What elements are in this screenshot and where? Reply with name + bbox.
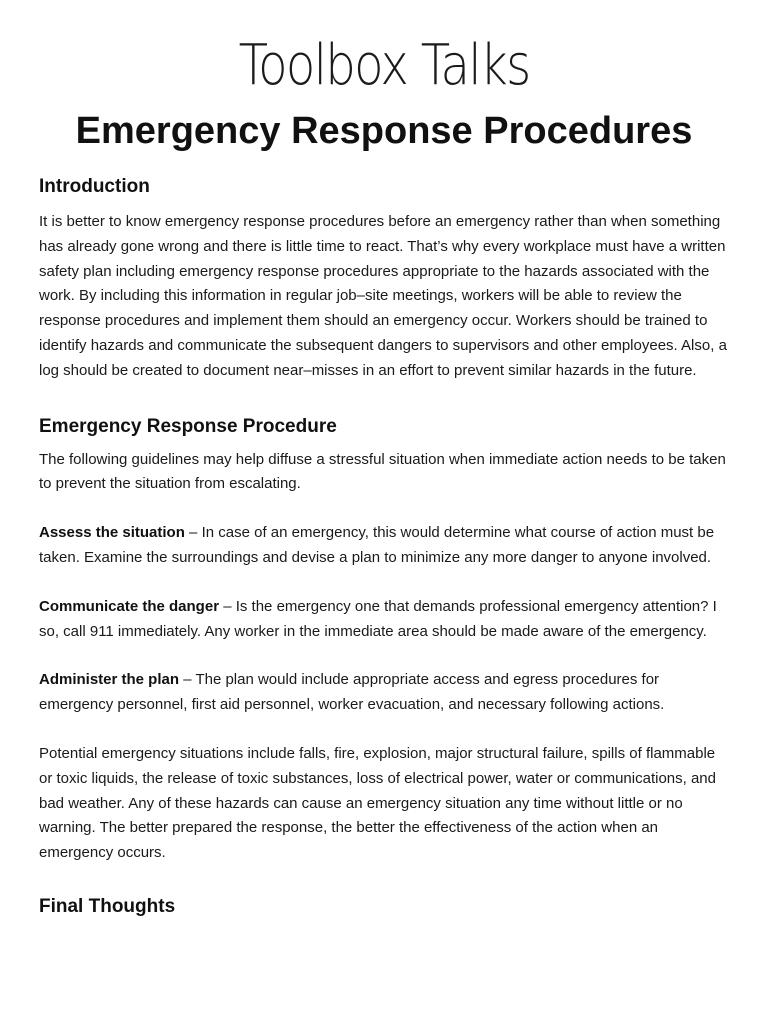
step-communicate-text: – Is the emergency one that demands professional emergency attention? I so, call 911 immediately. Any worker in the immediate area should be made aware of the emergency. (39, 597, 717, 640)
introduction-paragraph: It is better to know emergency response procedures before an emergency rather than when something has already gone wrong and there is little time to react. That’s why every workplace must have a written safety plan including emergency response procedures appropriate to the hazards associated with the work. By including this information in regular job–site meetings, workers will be able to review the response procedures and implement them should an emergency occur. Workers should be trained to identify hazards and communicate the subsequent dangers to supervisors and other employees. Also, a log should be created to document near–misses in an effort to prevent similar hazards in the future. (39, 213, 727, 379)
step-communicate-lead: Communicate the danger (39, 597, 220, 615)
final-thoughts-heading: Final Thoughts (39, 895, 176, 917)
procedure-heading: Emergency Response Procedure (39, 415, 337, 437)
step-administer-text: – The plan would include appropriate access and egress procedures for emergency personnel, first aid personnel, worker evacuation, and necessary following actions. (39, 671, 665, 714)
potential-situations-paragraph: Potential emergency situations include falls, fire, explosion, major structural failure, spills of flammable or toxic liquids, the release of toxic substances, loss of electrical power, water or communications, and bad weather. Any of these hazards can cause an emergency situation any time without little or no warning. The better prepared the response, the better the effectiveness of the action when an emergency occurs. (39, 744, 716, 862)
series-title: Toolbox Talks (238, 33, 530, 98)
document-body (39, 172, 731, 922)
step-administer-paragraph (39, 668, 731, 718)
procedure-intro-paragraph: The following guidelines may help diffuse a stressful situation when immediate action needs to be taken to prevent the situation from escalating. (39, 450, 726, 493)
step-assess-lead: Assess the situation (39, 524, 185, 542)
step-assess-text: – In case of an emergency, this would determine what course of action must be taken. Examine the surroundings and devise a plan to minimize any more danger to anyone involved. (39, 524, 715, 566)
step-administer-lead: Administer the plan (39, 671, 180, 689)
page-title: Emergency Response Procedures (75, 110, 693, 152)
step-assess-paragraph (39, 521, 731, 571)
introduction-heading: Introduction (39, 176, 150, 197)
step-communicate-paragraph (39, 595, 731, 645)
